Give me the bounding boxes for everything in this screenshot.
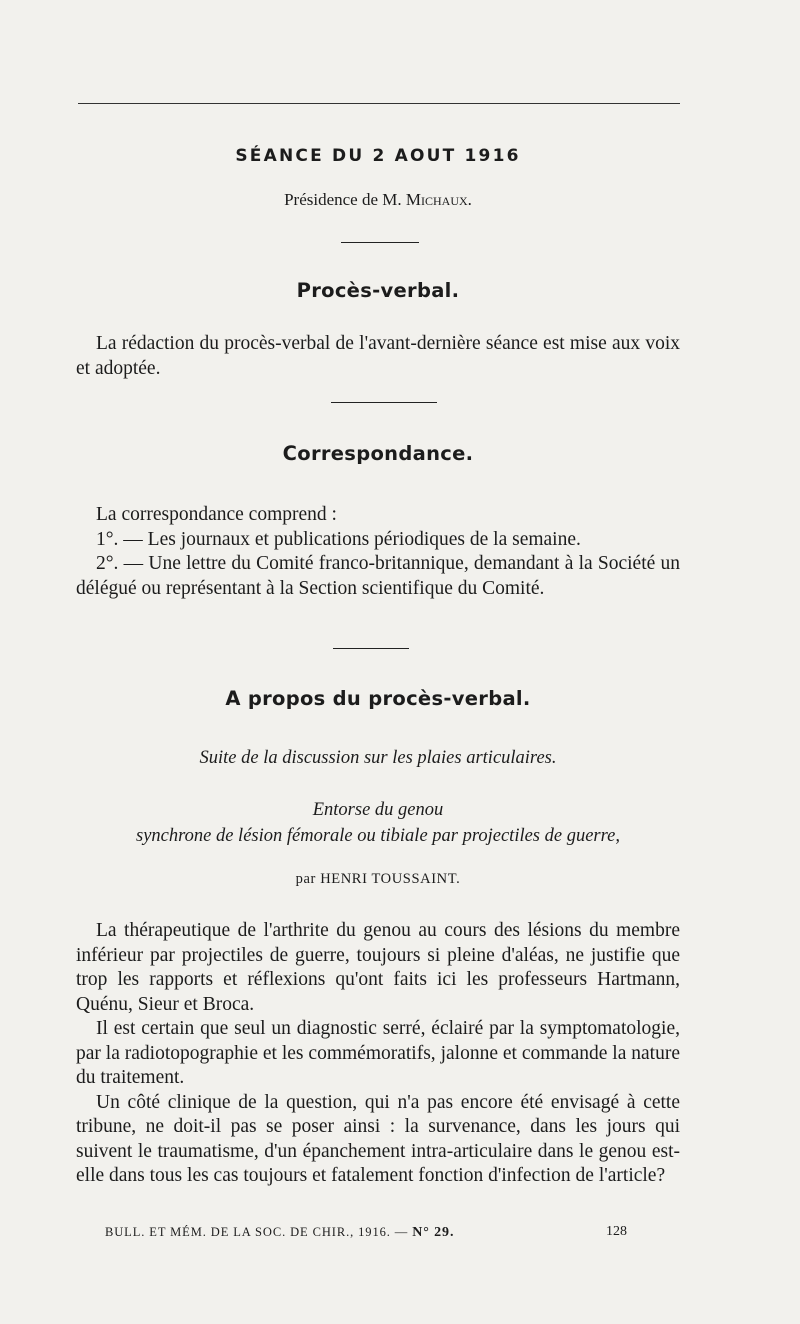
- list-item: 1°. — Les journaux et publications périodiques de la semaine.: [96, 528, 581, 550]
- top-rule: [78, 103, 680, 104]
- article-title-line1: Entorse du genou: [312, 800, 444, 820]
- paragraph: Un côté clinique de la question, qui n'a pas encore été envisagé à cette tribune, ne doit-il pas se poser ainsi : la survenance, dans les jours qui suivent le traumatisme, d'un épanchement intra-articulaire dans le genou est-elle dans tous les cas toujours et fatalement fonction d'infection de l'article?: [76, 1091, 680, 1186]
- divider-rule: [331, 402, 437, 403]
- paragraph: Il est certain que seul un diagnostic serré, éclairé par la symptomatologie, par la radiotopographie et les commémoratifs, jalonne et commande la nature du traitement.: [76, 1018, 680, 1088]
- footer-citation: [105, 1225, 454, 1241]
- seance-title: SÉANCE DU 2 AOUT 1916: [235, 146, 521, 166]
- page-number: 128: [606, 1224, 627, 1239]
- citation-text: BULL. ET MÉM. DE LA SOC. DE CHIR., 1916. —: [105, 1225, 409, 1239]
- presidence-name: Michaux.: [405, 190, 472, 209]
- divider-rule: [333, 648, 409, 649]
- heading-correspondance: Correspondance.: [282, 442, 474, 465]
- paragraph: La rédaction du procès-verbal de l'avant-dernière séance est mise aux voix et adoptée.: [76, 333, 680, 379]
- paragraph: La correspondance comprend :: [96, 504, 337, 525]
- author-line: par HENRI TOUSSAINT.: [295, 871, 461, 887]
- correspondance-text: [76, 503, 680, 601]
- heading-a-propos: A propos du procès-verbal.: [225, 687, 531, 710]
- paragraph: La thérapeutique de l'arthrite du genou au cours des lésions du membre inférieur par projectiles de guerre, toujours si pleine d'aléas, ne justifie que trop les rapports et réflexions qu'ont faits ici les professeurs Hartmann, Quénu, Sieur et Broca.: [76, 920, 680, 1015]
- article-body: [76, 919, 680, 1189]
- heading-proces-verbal: Procès-verbal.: [296, 279, 460, 302]
- presidence-line: [76, 190, 680, 210]
- issue-number: N° 29.: [412, 1225, 455, 1240]
- subtitle: Suite de la discussion sur les plaies articulaires.: [199, 748, 557, 768]
- divider-rule: [341, 242, 419, 243]
- article-title-line2: synchrone de lésion fémorale ou tibiale par projectiles de guerre,: [136, 826, 620, 846]
- proces-verbal-text: [76, 332, 680, 381]
- presidence-prefix: Présidence de M.: [284, 190, 402, 209]
- list-item: 2°. — Une lettre du Comité franco-britannique, demandant à la Société un délégué ou représentant à la Section scientifique du Comité.: [76, 553, 680, 599]
